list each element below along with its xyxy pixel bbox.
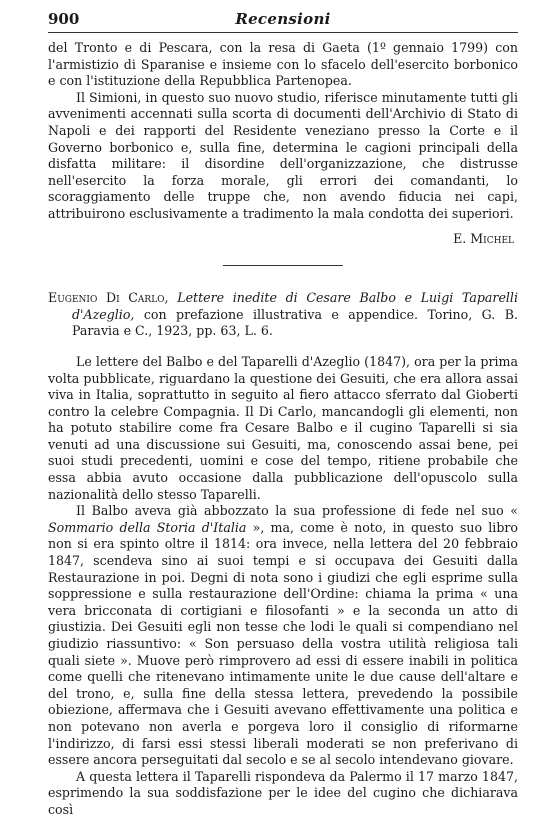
page-header bbox=[48, 6, 518, 30]
p2-part-a: Il Balbo aveva già abbozzato la sua professione di fede nel suo « bbox=[76, 503, 518, 519]
section-divider bbox=[223, 265, 343, 266]
page-number: 900 bbox=[48, 10, 80, 28]
review2-citation bbox=[48, 290, 518, 340]
book-page bbox=[48, 6, 518, 817]
p2-book-title: Sommario della Storia d'Italia bbox=[48, 519, 247, 535]
running-title: Recensioni bbox=[235, 10, 331, 28]
review2-paragraph-3: A questa lettera il Taparelli rispondeva da Palermo il 17 marzo 1847, esprimendo la sua soddisfazione per le idee del cugino che dichiarava così bbox=[48, 768, 518, 817]
review1-paragraph-2: Il Simioni, in questo suo nuovo studio, riferisce minutamente tutti gli avvenimenti accennati sulla scorta di documenti dell'Archivio di Stato di Napoli e dei rapporti del Residente veneziano presso la Corte e il Governo borbonico e, sulla fine, determina le cagioni principali della disfatta militare: il disordine dell'organizzazione, che distrusse nell'esercito la forza morale, gli errori dei comandanti, lo scoraggiamento delle truppe che, non avendo fiducia nei capi, attribuirono esclusivamente a tradimento la mala condotta dei superiori. bbox=[48, 89, 518, 221]
spacer bbox=[48, 340, 518, 354]
p2-part-c: », ma, come è noto, in questo suo libro non si era spinto oltre il 1814: ora invece, nella lettera del 20 febbraio 1847, scendeva sino ai suoi tempi e si occupava dei Gesuiti dalla Restaurazione in poi. Degni di nota sono i giudizi che egli esprime sulla soppressione e sulla restaurazione dell'Ordine: chiama la prima « una vera bricconata di cortigiani e filosofanti » e la seconda un atto di giustizia. Dei Gesuiti egli non tesse che lodi le quali si compendiano nel giudizio riassuntivo: « Son persuaso della vostra utilità religiosa tali quali siete ». Muove però rimprovero ad essi di essere inabili in politica come quelli che ritenevano intimamente unite le due cause dell'altare e del trono, e, sulla fine della stessa lettera, prevedendo la possibile obiezione, affermava che i Gesuiti avevano effettivamente una politica e non potevano non averla e porgeva loro il consiglio di riformarne l'indirizzo, di farsi essi stessi liberali moderati se non preferivano di essere ancora perseguitati dal secolo e se al secolo intendevano giovare. bbox=[48, 519, 518, 768]
citation-title: Lettere inedite di Cesare Balbo e Luigi Taparelli d'Azeglio, bbox=[72, 290, 518, 322]
review1-paragraph-1: del Tronto e di Pescara, con la resa di Gaeta (1º gennaio 1799) con l'armistizio di Sparanise e insieme con lo sfacelo dell'esercito borbonico e con l'istituzione della Repubblica Partenopea. bbox=[48, 40, 518, 89]
header-rule bbox=[48, 32, 518, 33]
review2-paragraph-2 bbox=[48, 503, 518, 769]
citation-author: Eugenio Di Carlo, bbox=[48, 290, 169, 306]
citation-details: con prefazione illustrativa e appendice. Torino, G. B. Paravia e C., 1923, pp. 63, L. 6. bbox=[72, 306, 518, 339]
review1-signature: E. Michel bbox=[453, 230, 514, 246]
page-body bbox=[48, 40, 518, 819]
review2-paragraph-1: Le lettere del Balbo e del Taparelli d'Azeglio (1847), ora per la prima volta pubblicate, riguardano la questione dei Gesuiti, che era allora assai viva in Italia, soprattutto in seguito al fiero attacco sferrato dal Gioberti contro la celebre Compagnia. Il Di Carlo, mancandogli gli elementi, non ha potuto stabilire come fra Cesare Balbo e il cugino Taparelli si sia venuti ad una discussione sui Gesuiti, ma, conoscendo assai bene, pei suoi studi precedenti, uomini e cose del tempo, ritiene probabile che essa abbia avuto occasione dalla pubblicazione dell'opuscolo sulla nazionalità dello stesso Taparelli. bbox=[48, 353, 518, 502]
